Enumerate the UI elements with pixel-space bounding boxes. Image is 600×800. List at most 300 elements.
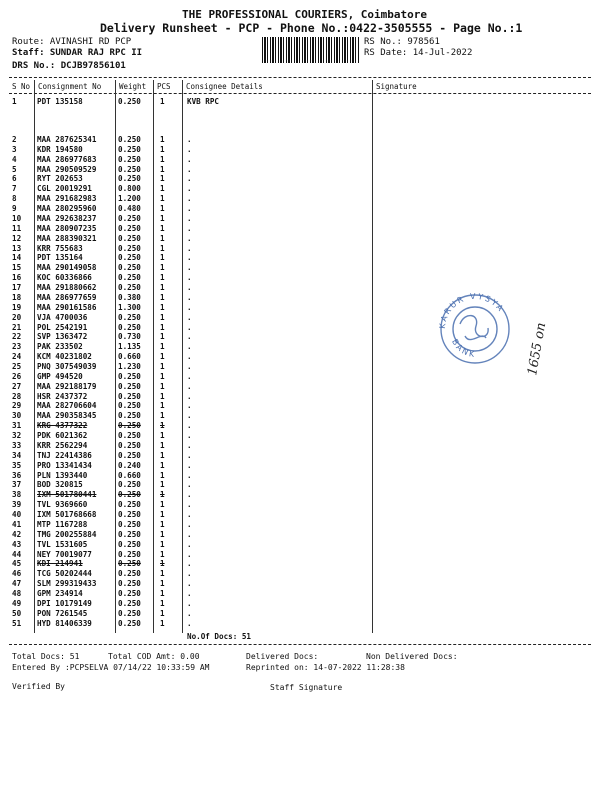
row-pcs: 1 [160,243,165,253]
row-sno: 32 [12,431,22,441]
row-sno: 45 [12,559,22,569]
row-pcs: 1 [160,598,165,608]
row-consignment: PDK 6021362 [37,431,88,441]
row-sno: 41 [12,519,22,529]
table-row [0,214,600,224]
row-details: . [187,184,192,194]
row-weight: 0.240 [118,460,141,470]
row-consignment: VJA 4700036 [37,312,88,322]
table-row [0,135,600,145]
table-row [0,589,600,599]
row-details: . [187,213,192,223]
row-consignment: PAK 233502 [37,342,83,352]
row-details: . [187,431,192,441]
row-details: . [187,283,192,293]
row-weight: 0.250 [118,401,141,411]
verified-by: Verified By [12,682,65,691]
row-pcs: 1 [160,312,165,322]
row-consignment: MAA 291682983 [37,194,97,204]
row-weight: 0.250 [118,539,141,549]
table-row [0,441,600,451]
row-sno: 39 [12,500,22,510]
row-pcs: 1 [160,490,165,500]
row-pcs: 1 [160,223,165,233]
row-details: . [187,194,192,204]
row-details: . [187,263,192,273]
row-consignment: MAA 288390321 [37,233,97,243]
row-details: . [187,529,192,539]
row-pcs: 1 [160,510,165,520]
row-details: . [187,450,192,460]
row-weight: 0.250 [118,144,141,154]
col-header-pcs: PCS [157,82,171,91]
table-row [0,471,600,481]
row-pcs: 1 [160,362,165,371]
row-weight: 0.250 [118,322,141,332]
row-weight: 0.250 [118,440,141,450]
row-details: . [187,618,192,628]
row-weight: 0.250 [118,480,141,490]
table-row [0,382,600,392]
row-sno: 48 [12,589,22,599]
row-sno: 25 [12,362,22,371]
table-row [0,392,600,402]
row-sno: 28 [12,391,22,401]
row-sno: 31 [12,421,22,431]
row-sno: 2 [12,135,17,144]
table-row [0,480,600,490]
row-pcs: 1 [160,470,165,480]
row-consignment: MAA 286977659 [37,292,97,302]
row-details: . [187,391,192,401]
row-weight: 0.250 [118,490,141,500]
row-weight: 0.250 [118,500,141,510]
table-row [0,204,600,214]
table-row [0,490,600,500]
delivered-docs: Delivered Docs: [246,652,319,661]
row-sno: 18 [12,292,22,302]
row-weight: 0.660 [118,352,141,362]
handwritten-note: 1655 on [525,321,550,377]
table-row [0,510,600,520]
row-details: . [187,362,192,371]
row-weight: 0.250 [118,618,141,628]
row-consignment: MAA 290358345 [37,411,97,421]
row-consignment: IXM 501780441 [37,490,97,500]
table-row [0,569,600,579]
table-row [0,273,600,283]
no-of-docs: No.Of Docs: 51 [187,632,252,641]
row-consignment: MAA 286977683 [37,154,97,164]
row-weight: 0.250 [118,164,141,174]
row-sno: 17 [12,283,22,293]
row-details: . [187,352,192,362]
drs-number: DRS No.: DCJB97856101 [12,61,126,71]
row-pcs: 1 [160,213,165,223]
row-sno: 20 [12,312,22,322]
row-consignment: PDT 135164 [37,253,83,263]
row-pcs: 1 [160,450,165,460]
table-row [0,184,600,194]
col-header-details: Consignee Details [186,82,263,91]
row-weight: 0.250 [118,381,141,391]
row-weight: 0.250 [118,135,141,144]
row-pcs: 1 [160,391,165,401]
row-sno: 42 [12,529,22,539]
row-consignment: PRO 13341434 [37,460,92,470]
row-consignment: KOC 60336866 [37,273,92,283]
row-sno: 44 [12,549,22,559]
row-weight: 1.300 [118,302,141,312]
row-weight: 0.250 [118,233,141,243]
row-pcs: 1 [160,529,165,539]
table-row [0,579,600,589]
row-sno: 10 [12,213,22,223]
table-row [0,224,600,234]
row-sno: 14 [12,253,22,263]
row-consignment: MAA 292638237 [37,213,97,223]
row-pcs: 1 [160,273,165,283]
row-sno: 3 [12,144,17,154]
row-details: . [187,371,192,381]
row-weight: 1.230 [118,362,141,371]
row-weight: 0.250 [118,371,141,381]
row-pcs: 1 [160,608,165,618]
table-row [0,540,600,550]
row-pcs: 1 [160,263,165,273]
runsheet-title: Delivery Runsheet - PCP - Phone No.:0422-3505555 - Page No.:1 [100,21,523,35]
row-pcs: 1 [160,97,165,106]
row-details: . [187,253,192,263]
row-weight: 0.250 [118,213,141,223]
row-sno: 30 [12,411,22,421]
row-pcs: 1 [160,292,165,302]
table-row [0,451,600,461]
row-pcs: 1 [160,283,165,293]
row-details: . [187,440,192,450]
row-pcs: 1 [160,480,165,490]
row-weight: 0.250 [118,598,141,608]
row-pcs: 1 [160,302,165,312]
row-details: . [187,579,192,589]
row-sno: 36 [12,470,22,480]
row-consignment: KRG 4377322 [37,421,88,431]
row-details: . [187,223,192,233]
row-consignment: GMP 494520 [37,371,83,381]
row-consignment: MAA 290509529 [37,164,97,174]
row-weight: 0.250 [118,579,141,589]
row-pcs: 1 [160,322,165,332]
table-row [0,244,600,254]
stamp-text-top: KARUR VYSYA [437,291,507,330]
row-details: . [187,174,192,184]
row-consignment: DPI 10179149 [37,598,92,608]
row-pcs: 1 [160,618,165,628]
row-pcs: 1 [160,519,165,529]
row-pcs: 1 [160,154,165,164]
row-consignment: SVP 1363472 [37,332,88,342]
row-sno: 19 [12,302,22,312]
row-weight: 0.250 [118,253,141,263]
row-details: . [187,401,192,411]
row-sno: 43 [12,539,22,549]
row-consignment: MAA 290149058 [37,263,97,273]
table-row [0,401,600,411]
row-details: . [187,589,192,599]
row-weight: 0.250 [118,529,141,539]
table-row [0,619,600,629]
row-sno: 46 [12,569,22,579]
row-pcs: 1 [160,589,165,599]
row-weight: 0.660 [118,470,141,480]
row-pcs: 1 [160,194,165,204]
row-consignment: MAA 282706604 [37,401,97,411]
row-weight: 0.250 [118,510,141,520]
row-sno: 5 [12,164,17,174]
row-weight: 0.250 [118,391,141,401]
row-pcs: 1 [160,371,165,381]
row-details: . [187,569,192,579]
table-row [0,155,600,165]
row-details: . [187,154,192,164]
table-row [0,500,600,510]
non-delivered-docs: Non Delivered Docs: [366,652,458,661]
table-row [0,165,600,175]
row-weight: 0.250 [118,263,141,273]
row-details: . [187,332,192,342]
row-details: . [187,470,192,480]
row-sno: 22 [12,332,22,342]
row-details: . [187,559,192,569]
row-sno: 51 [12,618,22,628]
row-consignment: MAA 280907235 [37,223,97,233]
row-consignment: HSR 2437372 [37,391,88,401]
row-sno: 11 [12,223,22,233]
row-weight: 0.250 [118,97,141,106]
row-consignment: POL 2542191 [37,322,88,332]
table-row [0,234,600,244]
company-name: THE PROFESSIONAL COURIERS, Coimbatore [182,8,428,21]
row-details: KVB RPC [187,97,220,106]
table-row [0,97,600,107]
row-consignment: TNJ 22414386 [37,450,92,460]
row-sno: 4 [12,154,17,164]
row-weight: 0.250 [118,243,141,253]
row-weight: 1.200 [118,194,141,204]
row-consignment: KCM 40231802 [37,352,92,362]
row-details: . [187,411,192,421]
row-weight: 0.800 [118,184,141,194]
table-row [0,253,600,263]
row-weight: 0.250 [118,569,141,579]
row-pcs: 1 [160,352,165,362]
row-weight: 0.250 [118,174,141,184]
row-details: . [187,608,192,618]
row-consignment: KDR 194580 [37,144,83,154]
row-pcs: 1 [160,569,165,579]
row-details: . [187,539,192,549]
row-pcs: 1 [160,381,165,391]
row-consignment: TCG 50202444 [37,569,92,579]
row-consignment: MAA 292188179 [37,381,97,391]
row-pcs: 1 [160,401,165,411]
row-pcs: 1 [160,342,165,352]
row-weight: 0.250 [118,608,141,618]
row-details: . [187,500,192,510]
row-details: . [187,342,192,352]
row-sno: 7 [12,184,17,194]
row-details: . [187,233,192,243]
row-weight: 0.250 [118,519,141,529]
row-consignment: RYT 202653 [37,174,83,184]
row-consignment: PLN 1393440 [37,470,88,480]
row-details: . [187,490,192,500]
col-header-weight: Weight [119,82,147,91]
row-sno: 9 [12,204,17,214]
row-pcs: 1 [160,233,165,243]
row-weight: 0.380 [118,292,141,302]
row-pcs: 1 [160,411,165,421]
staff-signature: Staff Signature [270,683,343,692]
row-details: . [187,598,192,608]
entered-by: Entered By :PCPSELVA 07/14/22 10:33:59 AM [12,663,210,672]
row-weight: 0.250 [118,421,141,431]
row-pcs: 1 [160,579,165,589]
row-sno: 24 [12,352,22,362]
row-details: . [187,302,192,312]
row-consignment: KRR 2562294 [37,440,88,450]
rs-number: RS No.: 978561 [364,37,440,47]
row-sno: 1 [12,97,17,106]
row-pcs: 1 [160,500,165,510]
row-sno: 40 [12,510,22,520]
table-row [0,461,600,471]
row-weight: 0.250 [118,589,141,599]
row-weight: 0.250 [118,431,141,441]
row-pcs: 1 [160,135,165,144]
row-consignment: MAA 291880662 [37,283,97,293]
row-details: . [187,460,192,470]
row-details: . [187,273,192,283]
row-weight: 0.250 [118,450,141,460]
row-consignment: PON 7261545 [37,608,88,618]
row-weight: 0.730 [118,332,141,342]
row-sno: 13 [12,243,22,253]
row-weight: 0.480 [118,204,141,214]
row-consignment: MAA 287625341 [37,135,97,144]
row-pcs: 1 [160,421,165,431]
row-weight: 0.250 [118,283,141,293]
row-sno: 38 [12,490,22,500]
row-pcs: 1 [160,144,165,154]
col-header-sno: S No [12,82,31,91]
row-pcs: 1 [160,559,165,569]
row-details: . [187,480,192,490]
row-consignment: CGL 20019291 [37,184,92,194]
row-sno: 12 [12,233,22,243]
row-sno: 26 [12,371,22,381]
row-sno: 23 [12,342,22,352]
row-weight: 0.250 [118,559,141,569]
col-header-signature: Signature [376,82,417,91]
row-details: . [187,421,192,431]
row-details: . [187,204,192,214]
row-pcs: 1 [160,174,165,184]
stamp [420,286,555,381]
row-consignment: GPM 234914 [37,589,83,599]
row-consignment: BOD 320815 [37,480,83,490]
row-sno: 27 [12,381,22,391]
row-pcs: 1 [160,164,165,174]
footer-top-rule [9,644,591,645]
row-sno: 15 [12,263,22,273]
row-weight: 0.250 [118,312,141,322]
row-sno: 37 [12,480,22,490]
row-sno: 49 [12,598,22,608]
row-sno: 8 [12,194,17,204]
table-row [0,411,600,421]
row-details: . [187,164,192,174]
row-consignment: HYD 81406339 [37,618,92,628]
row-pcs: 1 [160,332,165,342]
row-pcs: 1 [160,253,165,263]
col-header-consignment: Consignment No [38,82,102,91]
row-details: . [187,243,192,253]
row-details: . [187,292,192,302]
row-consignment: NEY 70019077 [37,549,92,559]
row-sno: 6 [12,174,17,184]
row-pcs: 1 [160,549,165,559]
row-weight: 0.250 [118,549,141,559]
row-weight: 0.250 [118,273,141,283]
row-details: . [187,312,192,322]
table-row [0,559,600,569]
row-details: . [187,135,192,144]
table-row [0,174,600,184]
row-sno: 21 [12,322,22,332]
table-row [0,263,600,273]
total-docs: Total Docs: 51 [12,652,80,661]
table-row [0,421,600,431]
row-weight: 1.135 [118,342,141,352]
row-consignment: PNQ 307549039 [37,362,97,371]
row-pcs: 1 [160,539,165,549]
row-details: . [187,549,192,559]
table-row [0,431,600,441]
row-weight: 0.250 [118,154,141,164]
table-row [0,145,600,155]
row-sno: 47 [12,579,22,589]
staff-label: Staff: SUNDAR RAJ RPC II [12,48,143,58]
row-consignment: TMG 200255884 [37,529,97,539]
rs-date: RS Date: 14-Jul-2022 [364,48,473,58]
route-label: Route: AVINASHI RD PCP [12,37,132,47]
row-pcs: 1 [160,204,165,214]
table-row [0,520,600,530]
row-weight: 0.250 [118,223,141,233]
row-consignment: IXM 501768668 [37,510,97,520]
row-pcs: 1 [160,184,165,194]
table-row [0,609,600,619]
row-consignment: TVL 9369660 [37,500,88,510]
row-details: . [187,510,192,520]
row-sno: 35 [12,460,22,470]
row-consignment: KRR 755683 [37,243,83,253]
table-row [0,550,600,560]
row-sno: 33 [12,440,22,450]
table-row [0,599,600,609]
row-weight: 0.250 [118,411,141,421]
